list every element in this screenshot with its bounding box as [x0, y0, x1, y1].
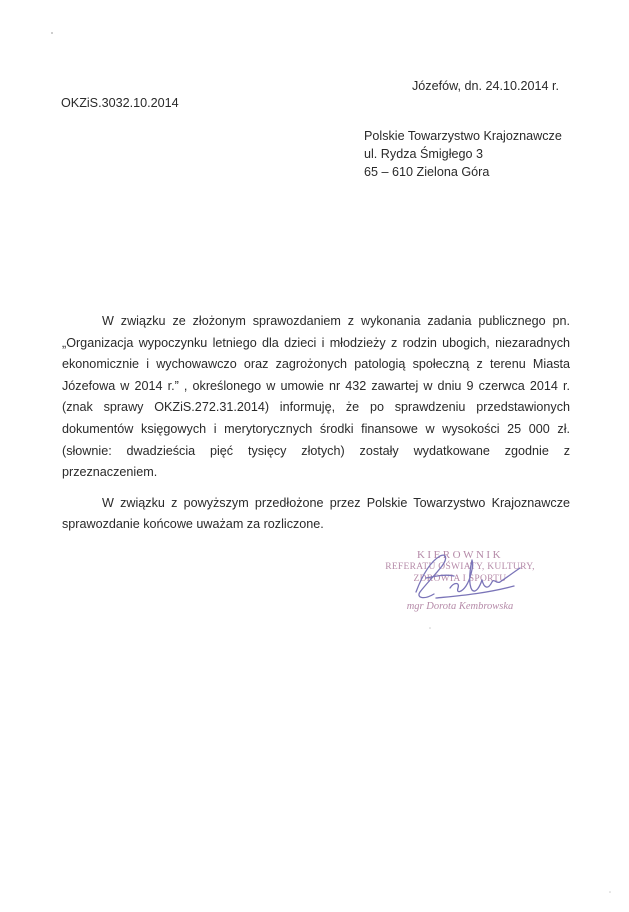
stamp-signatory-name: mgr Dorota Kembrowska	[406, 601, 514, 612]
stamp-department-line-2: ZDROWIA I SPORTU	[413, 574, 507, 584]
recipient-street: ul. Rydza Śmigłego 3	[364, 147, 484, 161]
place-and-date: Józefów, dn. 24.10.2014 r.	[412, 79, 560, 93]
recipient-address	[364, 127, 562, 181]
recipient-city: 65 – 610 Zielona Góra	[364, 165, 490, 179]
body-paragraph-1: W związku ze złożonym sprawozdaniem z wykonania zadania publicznego pn. „Organizacja wypoczynku letniego dla dzieci i młodzieży z rodzin ubogich, niezaradnych ekonomicznie i wychowawczo oraz zagrożonych patologią społeczną z terenu Miasta Józefowa w 2014 r.” , określonego w umowie nr 432 zawartej w dniu 9 czerwca 2014 r. (znak sprawy OKZiS.272.31.2014) informuję, że po sprawdzeniu przedstawionych dokumentów księgowych i merytorycznych środki finansowe w wysokości 25 000 zł. (słownie: dwadzieścia pięć tysięcy złotych) zostały wydatkowane zgodnie z przeznaczeniem.	[62, 314, 570, 480]
official-stamp	[360, 549, 560, 619]
body-paragraph-2: W związku z powyższym przedłożone przez Polskie Towarzystwo Krajoznawcze sprawozdanie końcowe uważam za rozliczone.	[62, 495, 570, 532]
stamp-department-line: REFERATU OŚWIATY, KULTURY,	[385, 562, 535, 572]
letter-body	[62, 311, 570, 536]
recipient-name: Polskie Towarzystwo Krajoznawcze	[364, 129, 562, 143]
stamp-title: KIEROWNIK	[416, 549, 504, 561]
reference-number: OKZiS.3032.10.2014	[61, 96, 179, 110]
